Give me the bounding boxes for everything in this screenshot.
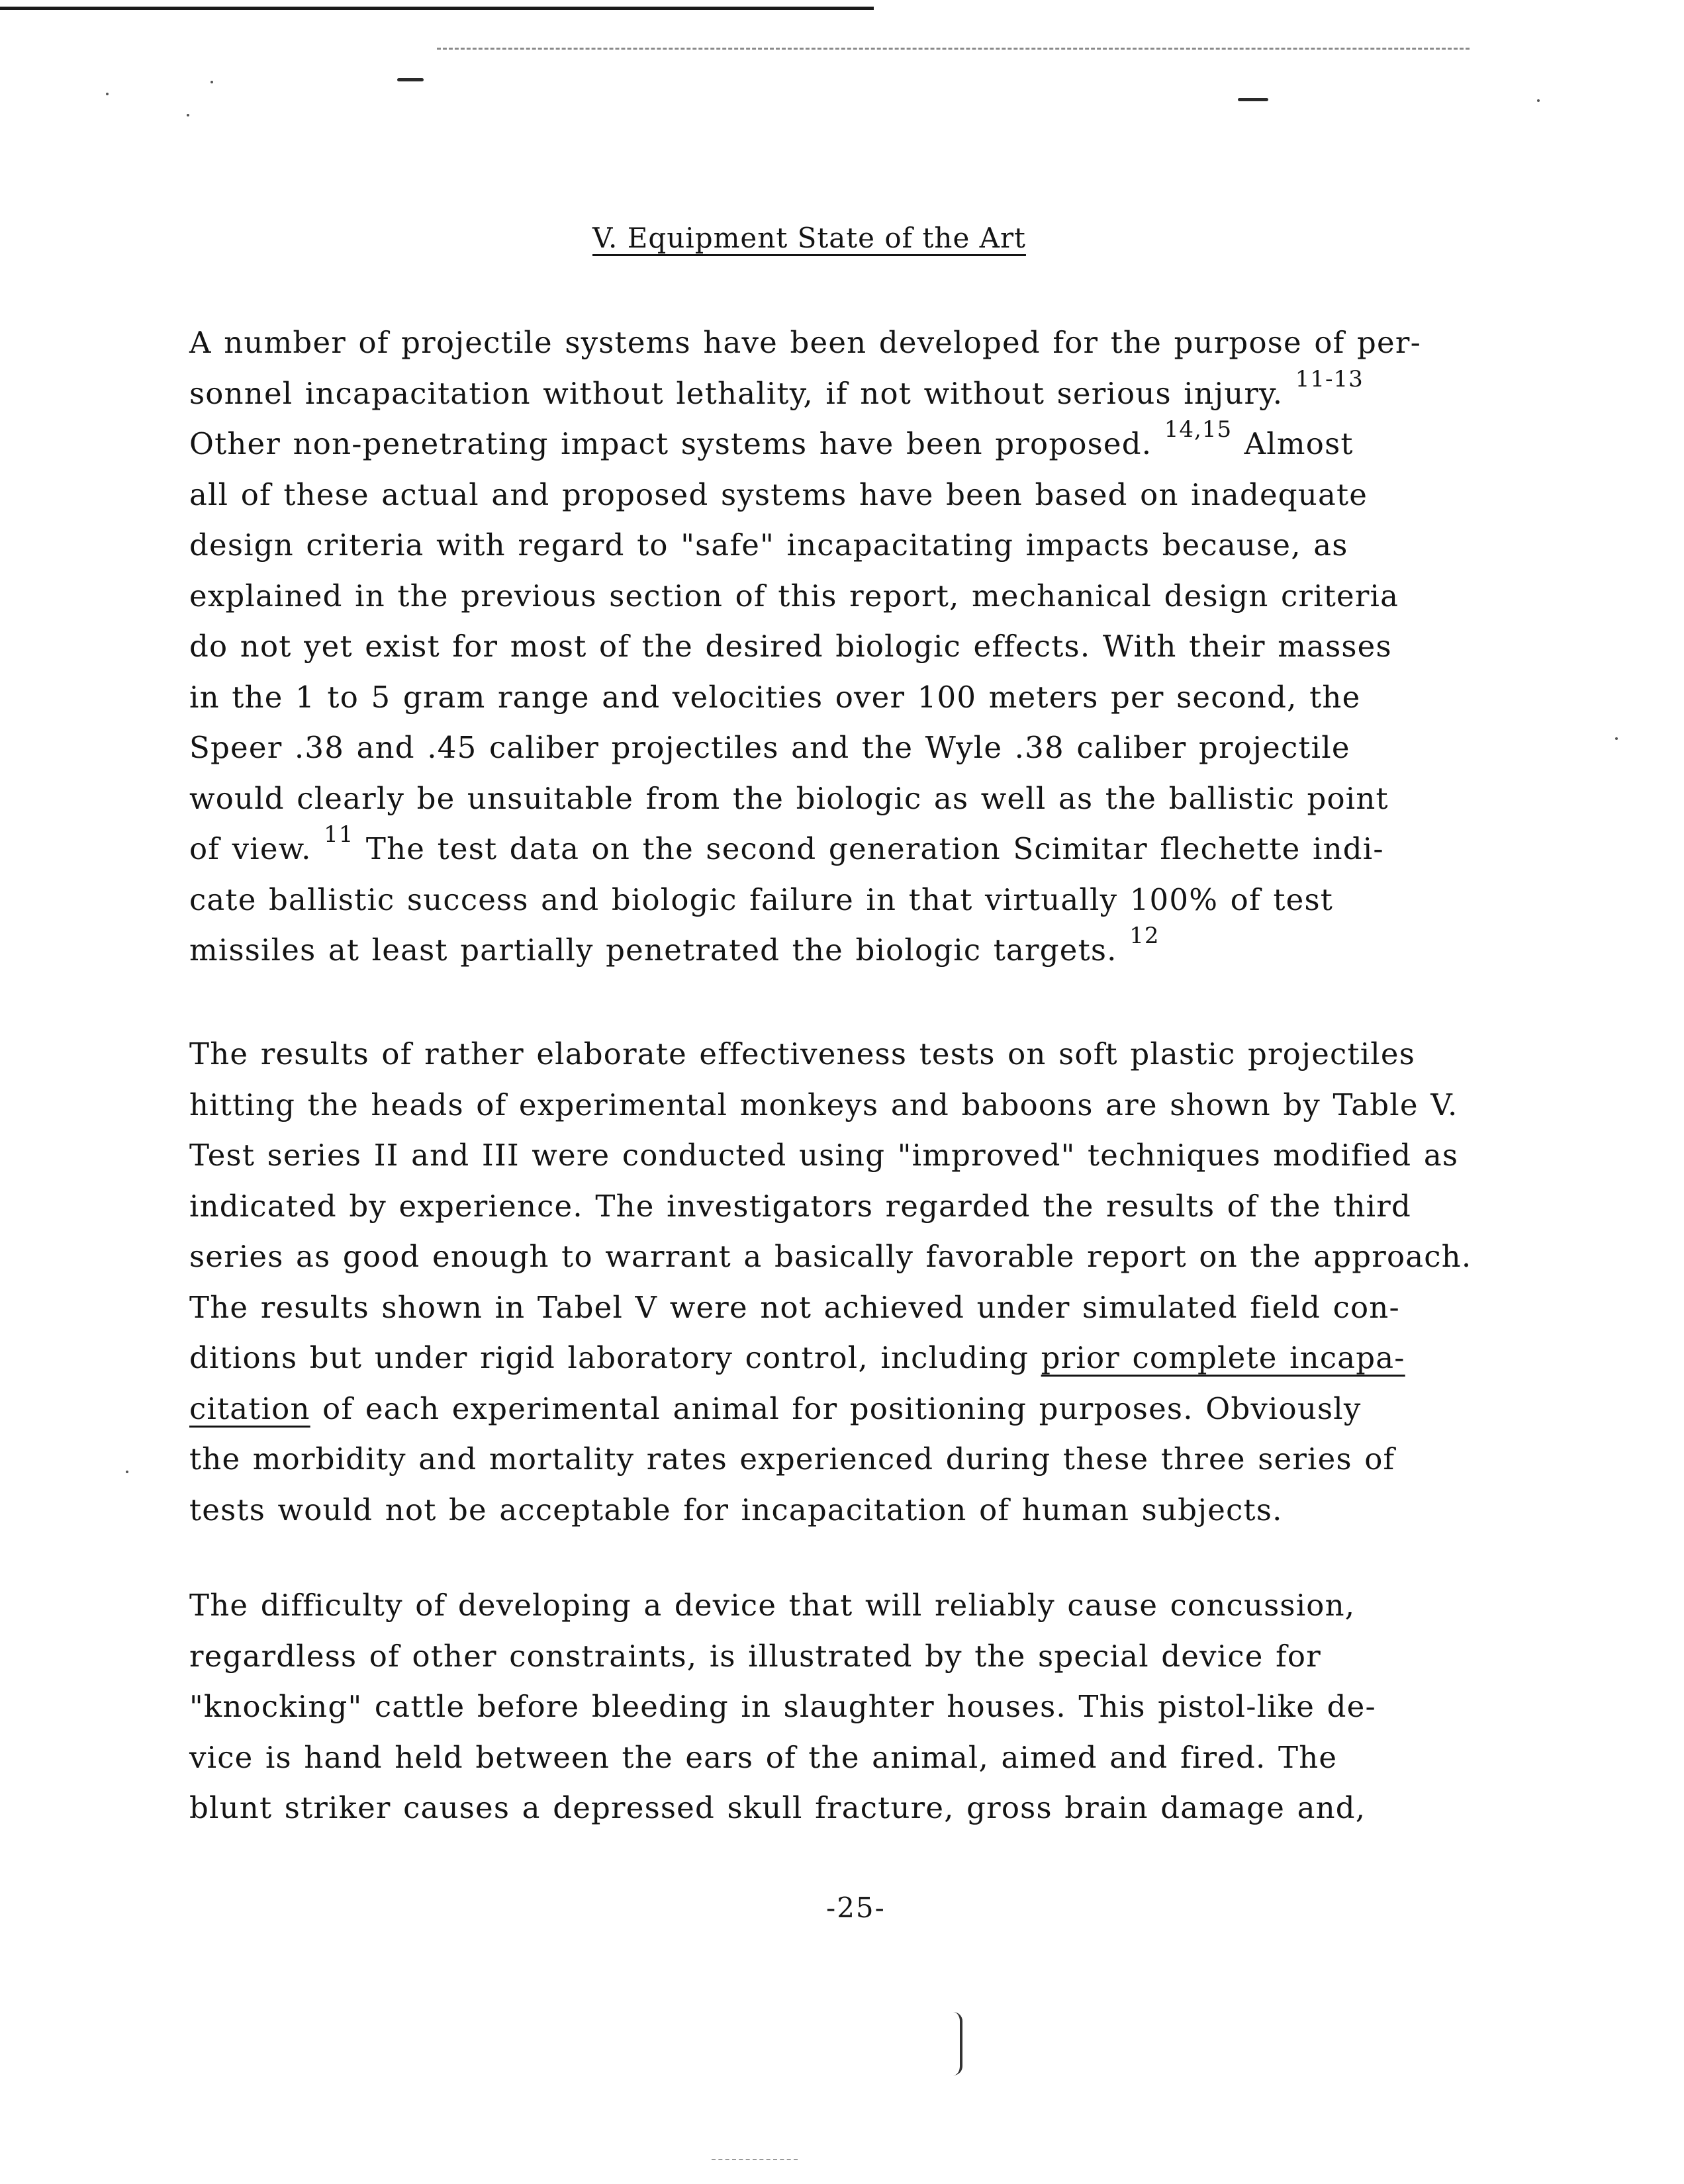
text-run: The difficulty of developing a device that will reliably cause concussion, <box>189 1588 1356 1623</box>
text-run: The results shown in Tabel V were not achieved under simulated field con- <box>189 1289 1400 1325</box>
text-line <box>189 723 1566 774</box>
text-line <box>189 1733 1566 1784</box>
scan-artifact-mark <box>1238 98 1268 101</box>
scan-speck <box>126 1471 128 1473</box>
text-run: design criteria with regard to "safe" incapacitating impacts because, as <box>189 527 1348 563</box>
text-line <box>189 1485 1566 1536</box>
text-run: "knocking" cattle before bleeding in slaughter houses. This pistol-like de- <box>189 1689 1376 1724</box>
text-line <box>189 1580 1566 1631</box>
text-line <box>189 1333 1566 1384</box>
scan-speck <box>1615 737 1618 740</box>
section-heading <box>592 222 1135 254</box>
text-line <box>189 520 1566 571</box>
text-run: The test data on the second generation Scimitar flechette indi- <box>353 831 1384 866</box>
scan-speck <box>187 114 189 116</box>
text-run: Test series II and III were conducted using "improved" techniques modified as <box>189 1138 1459 1173</box>
text-line <box>189 1682 1566 1733</box>
text-run: indicated by experience. The investigators regarded the results of the third <box>189 1188 1411 1224</box>
text-line <box>189 1080 1566 1131</box>
text-run: series as good enough to warrant a basically favorable report on the approach. <box>189 1239 1472 1274</box>
paragraph-1 <box>189 318 1566 976</box>
reference-superscript: 14,15 <box>1164 416 1233 443</box>
text-line <box>189 1029 1566 1080</box>
section-heading-text: V. Equipment State of the Art <box>592 222 1026 254</box>
text-line <box>189 1232 1566 1283</box>
scan-artifact-line <box>437 48 1470 50</box>
text-line <box>189 672 1566 723</box>
scan-speck <box>210 81 213 83</box>
text-run: A number of projectile systems have been developed for the purpose of per- <box>189 325 1421 360</box>
text-run: of each experimental animal for positioning purposes. Obviously <box>310 1390 1362 1426</box>
text-line <box>189 621 1566 672</box>
page-number: -25- <box>826 1891 886 1924</box>
text-line <box>189 470 1566 521</box>
text-line <box>189 1631 1566 1682</box>
text-run: all of these actual and proposed systems have been based on inadequate <box>189 477 1368 512</box>
text-line <box>189 1384 1566 1435</box>
text-line <box>189 571 1566 622</box>
scan-artifact-line <box>712 2159 798 2160</box>
text-run: tests would not be acceptable for incapacitation of human subjects. <box>189 1492 1283 1527</box>
text-line <box>189 1283 1566 1334</box>
scan-speck <box>1537 99 1540 102</box>
text-line <box>189 774 1566 825</box>
text-run: Other non-penetrating impact systems have been proposed. <box>189 426 1164 461</box>
scan-artifact-bracket <box>953 2012 962 2075</box>
underlined-text: citation <box>189 1390 310 1426</box>
text-line <box>189 1181 1566 1232</box>
text-run: Almost <box>1232 426 1354 461</box>
text-line <box>189 1783 1566 1834</box>
reference-superscript: 11-13 <box>1295 365 1364 392</box>
text-line <box>189 925 1566 976</box>
text-line <box>189 875 1566 926</box>
text-run: ditions but under rigid laboratory control, including <box>189 1340 1041 1375</box>
text-run: vice is hand held between the ears of the animal, aimed and fired. The <box>189 1739 1338 1775</box>
text-run: the morbidity and mortality rates experienced during these three series of <box>189 1441 1395 1477</box>
paragraph-2 <box>189 1029 1566 1535</box>
paragraph-3 <box>189 1580 1566 1834</box>
text-line <box>189 1434 1566 1485</box>
text-line <box>189 416 1566 470</box>
text-run: sonnel incapacitation without lethality, if not without serious injury. <box>189 375 1295 411</box>
text-run: missiles at least partially penetrated the biologic targets. <box>189 933 1130 968</box>
scan-artifact-mark <box>397 78 424 81</box>
text-run: The results of rather elaborate effectiveness tests on soft plastic projectiles <box>189 1036 1416 1071</box>
text-run: would clearly be unsuitable from the biologic as well as the ballistic point <box>189 780 1389 816</box>
text-run: hitting the heads of experimental monkeys and baboons are shown by Table V. <box>189 1087 1458 1122</box>
text-run: do not yet exist for most of the desired biologic effects. With their masses <box>189 629 1392 664</box>
text-run: explained in the previous section of this report, mechanical design criteria <box>189 578 1399 614</box>
text-line <box>189 821 1566 875</box>
scan-speck <box>106 93 109 95</box>
top-rule <box>0 7 874 10</box>
text-run: regardless of other constraints, is illustrated by the special device for <box>189 1638 1321 1674</box>
text-run: blunt striker causes a depressed skull fracture, gross brain damage and, <box>189 1790 1366 1825</box>
underlined-text: prior complete incapa- <box>1041 1340 1405 1375</box>
text-run: Speer .38 and .45 caliber projectiles and the Wyle .38 caliber projectile <box>189 730 1350 765</box>
reference-superscript: 12 <box>1129 923 1160 949</box>
text-line <box>189 365 1566 420</box>
text-line <box>189 1130 1566 1181</box>
reference-superscript: 11 <box>324 821 354 848</box>
text-line <box>189 318 1566 369</box>
text-run: of view. <box>189 831 324 866</box>
text-run: in the 1 to 5 gram range and velocities over 100 meters per second, the <box>189 679 1361 715</box>
text-run: cate ballistic success and biologic failure in that virtually 100% of test <box>189 882 1334 917</box>
